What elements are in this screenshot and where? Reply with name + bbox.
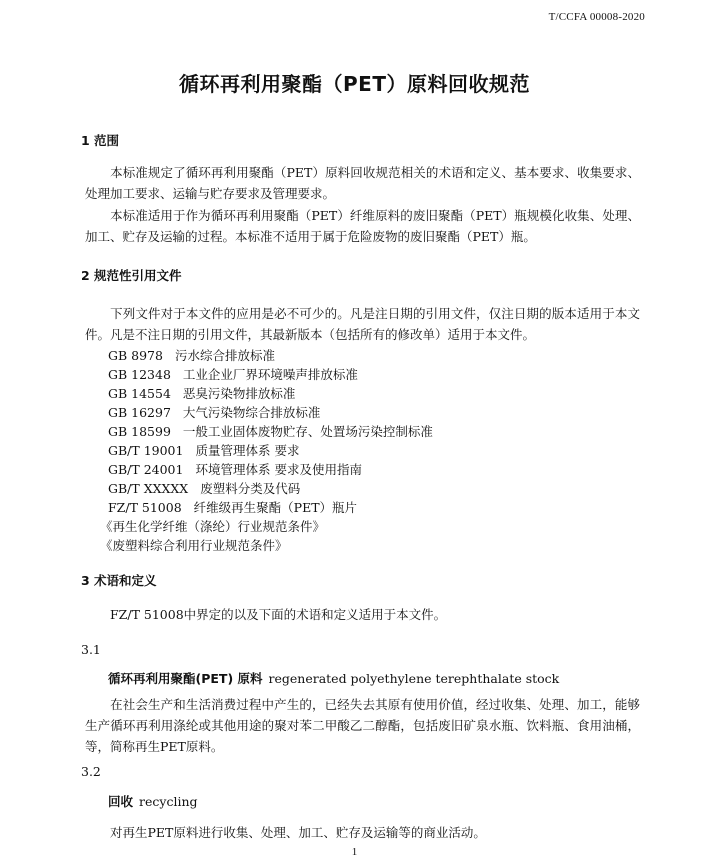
term-definition-text: 对再生PET原料进行收集、处理、加工、贮存及运输等的商业活动。 [110,825,486,840]
term-definition-text: 在社会生产和生活消费过程中产生的，已经失去其原有使用价值，经过收集、处理、加工，能够生产循环再利用涤纶或其他用途的聚对苯二甲酸乙二醇酯，包括废旧矿泉水瓶、饮料瓶、食用油桶，等，简称再生PET原料。 [85,697,640,754]
term-english-name: regenerated polyethylene terephthalate stock [268,671,560,686]
reference-name: 大气污染物综合排放标准 [182,405,321,420]
reference-code: FZ/T 51008 [108,500,182,515]
reference-item [108,441,433,460]
reference-quoted-item: 《再生化学纤维（涤纶）行业规范条件》 [100,519,326,534]
section-heading-normative-refs: 2 规范性引用文件 [81,268,182,283]
reference-quoted-item: 《废塑料综合利用行业规范条件》 [100,538,288,553]
normative-refs-intro-text: 下列文件对于本文件的应用是必不可少的。凡是注日期的引用文件，仅注日期的版本适用于本文件。凡是不注日期的引用文件，其最新版本（包括所有的修改单）适用于本文件。 [85,306,640,342]
reference-name: 工业企业厂界环境噪声排放标准 [182,367,358,382]
scope-paragraph-2 [85,205,640,247]
term-english-name: recycling [139,794,198,809]
terms-intro-text: FZ/T 51008中界定的以及下面的术语和定义适用于本文件。 [110,607,447,622]
normative-refs-intro [85,303,640,345]
term-title [108,669,559,687]
reference-code: GB/T 24001 [108,462,184,477]
reference-code: GB/T XXXXX [108,481,189,496]
term-definition [85,694,640,757]
reference-name: 废塑料分类及代码 [200,481,301,496]
section-heading-scope: 1 范围 [81,133,120,148]
term-number: 3.1 [81,642,101,657]
term-number: 3.2 [81,764,101,779]
reference-name: 污水综合排放标准 [174,348,275,363]
reference-item [108,422,433,441]
reference-item [108,460,433,479]
reference-name: 环境管理体系 要求及使用指南 [195,462,362,477]
reference-code: GB 12348 [108,367,171,382]
reference-name: 质量管理体系 要求 [195,443,300,458]
reference-item [108,346,433,365]
reference-item [108,479,433,498]
reference-item [108,384,433,403]
term-title [108,792,198,810]
reference-name: 纤维级再生聚酯（PET）瓶片 [193,500,358,515]
standard-code: T/CCFA 00008-2020 [548,11,645,23]
term-chinese-name: 回收 [108,794,134,809]
reference-item [108,403,433,422]
section-heading-terms: 3 术语和定义 [81,573,157,588]
reference-code: GB 8978 [108,348,163,363]
terms-intro [85,604,640,625]
document-title: 循环再利用聚酯（PET）原料回收规范 [179,72,530,96]
reference-name: 一般工业固体废物贮存、处置场污染控制标准 [182,424,433,439]
reference-item [108,498,433,517]
scope-paragraph-1 [85,162,640,204]
reference-code: GB 16297 [108,405,171,420]
term-definition [85,822,640,843]
reference-code: GB/T 19001 [108,443,184,458]
reference-code: GB 14554 [108,386,171,401]
reference-name: 恶臭污染物排放标准 [182,386,296,401]
scope-paragraph-2-text: 本标准适用于作为循环再利用聚酯（PET）纤维原料的废旧聚酯（PET）瓶规模化收集、处理、加工、贮存及运输的过程。本标准不适用于属于危险废物的废旧聚酯（PET）瓶。 [85,208,640,244]
scope-paragraph-1-text: 本标准规定了循环再利用聚酯（PET）原料回收规范相关的术语和定义、基本要求、收集要求、处理加工要求、运输与贮存要求及管理要求。 [85,165,640,201]
page-number: 1 [351,846,358,858]
reference-list [100,346,433,555]
reference-item [108,365,433,384]
term-chinese-name: 循环再利用聚酯(PET) 原料 [108,671,263,686]
reference-code: GB 18599 [108,424,171,439]
